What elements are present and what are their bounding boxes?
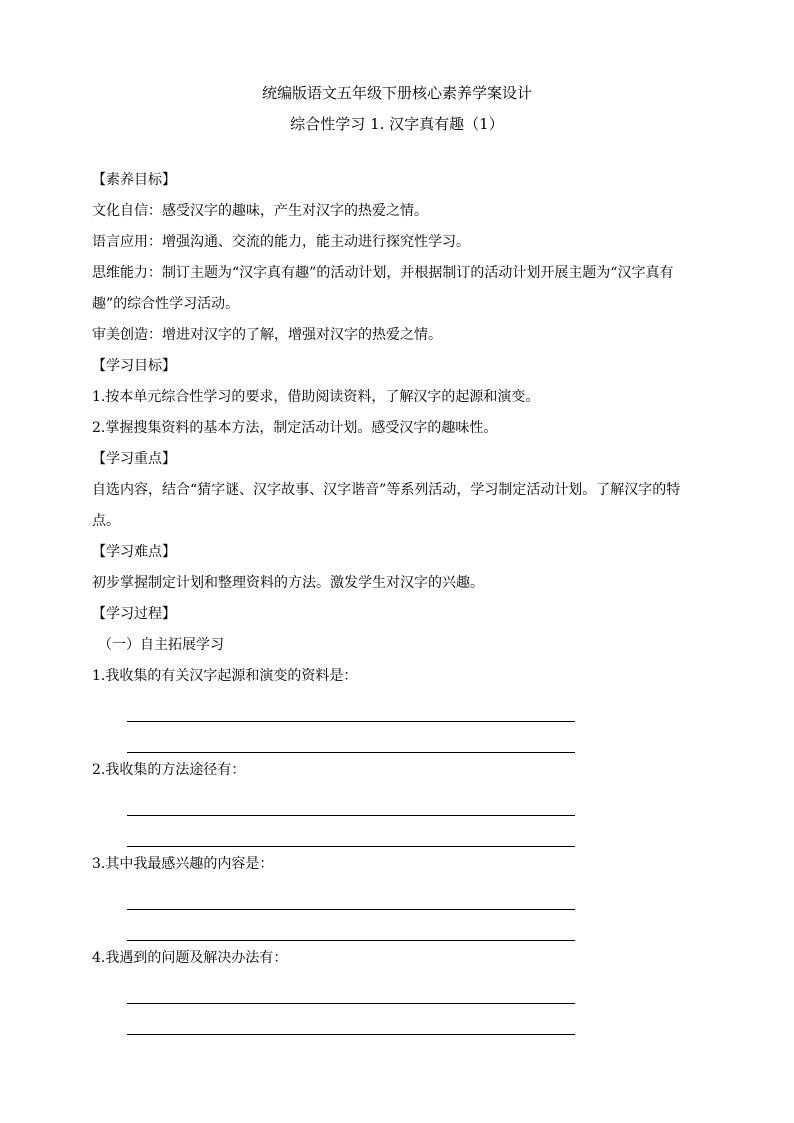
key-points-text: 自选内容，结合“猜字谜、汉字故事、汉字谐音”等系列活动，学习制定活动计划。了解汉字的特点。 xyxy=(92,482,681,529)
literacy-goal-language: 语言应用：增强沟通、交流的能力，能主动进行探究性学习。 xyxy=(92,234,470,250)
answer-area-3[interactable] xyxy=(92,880,702,943)
document-title: 统编版语文五年级下册核心素养学案设计 xyxy=(261,84,532,102)
difficulties-heading: 【学习难点】 xyxy=(92,544,176,560)
learning-goals-heading: 【学习目标】 xyxy=(92,358,176,374)
literacy-goal-aesthetic: 审美创造：增进对汉字的了解，增强对汉字的热爱之情。 xyxy=(92,327,442,343)
answer-line[interactable] xyxy=(127,721,575,722)
answer-area-2[interactable] xyxy=(92,786,702,849)
lesson-subtitle: 综合性学习 1. 汉字真有趣（1） xyxy=(290,115,504,133)
answer-line[interactable] xyxy=(127,909,575,910)
literacy-goal-culture: 文化自信：感受汉字的趣味，产生对汉字的热爱之情。 xyxy=(92,203,428,219)
process-heading: 【学习过程】 xyxy=(92,606,176,622)
answer-line[interactable] xyxy=(127,846,575,847)
answer-line[interactable] xyxy=(127,815,575,816)
literacy-goals-heading: 【素养目标】 xyxy=(92,172,176,188)
difficulties-text: 初步掌握制定计划和整理资料的方法。激发学生对汉字的兴趣。 xyxy=(92,575,484,591)
answer-line[interactable] xyxy=(127,940,575,941)
spacer xyxy=(92,140,702,165)
answer-line[interactable] xyxy=(127,752,575,753)
answer-area-4[interactable] xyxy=(92,974,702,1037)
question-2: 2.我收集的方法途径有： xyxy=(92,762,246,778)
answer-area-1[interactable] xyxy=(92,692,702,755)
key-points-heading: 【学习重点】 xyxy=(92,451,176,467)
answer-line[interactable] xyxy=(127,1003,575,1004)
question-4: 4.我遇到的问题及解决办法有： xyxy=(92,950,288,966)
question-3: 3.其中我最感兴趣的内容是： xyxy=(92,856,274,872)
learning-goal-1: 1.按本单元综合性学习的要求，借助阅读资料，了解汉字的起源和演变。 xyxy=(92,389,540,405)
question-1: 1.我收集的有关汉字起源和演变的资料是： xyxy=(92,668,358,684)
learning-goal-2: 2.掌握搜集资料的基本方法，制定活动计划。感受汉字的趣味性。 xyxy=(92,420,498,436)
literacy-goal-thinking: 思维能力：制订主题为“汉字真有趣”的活动计划，并根据制订的活动计划开展主题为“汉字真有趣”的综合性学习活动。 xyxy=(92,265,674,312)
process-section-title: （一）自主拓展学习 xyxy=(98,637,224,653)
answer-line[interactable] xyxy=(127,1034,575,1035)
